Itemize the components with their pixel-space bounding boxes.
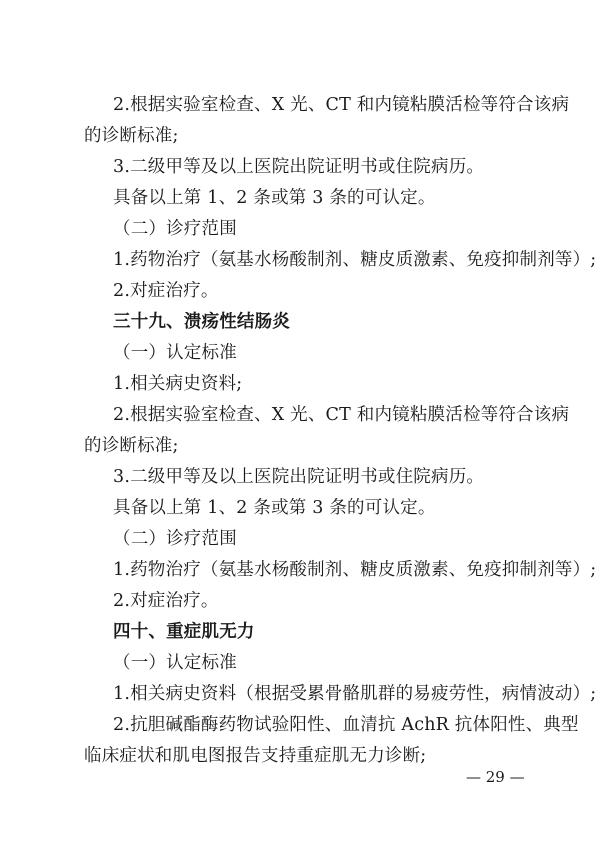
treatment-item-2: 2.对症治疗。 <box>113 281 219 301</box>
criteria-item-1: 1.相关病史资料（根据受累骨骼肌群的易疲劳性，病情波动）; <box>113 684 597 704</box>
section-heading-criteria: （一）认定标准 <box>113 653 237 673</box>
criteria-item-2: 2.抗胆碱酯酶药物试验阳性、血清抗 AchR 抗体阳性、典型 <box>113 715 579 735</box>
criteria-item-2: 2.根据实验室检查、X 光、CT 和内镜粘膜活检等符合该病 <box>113 405 570 425</box>
criteria-item-2-continued: 的诊断标准; <box>84 126 179 146</box>
criteria-item-2-continued: 的诊断标准; <box>84 436 179 456</box>
treatment-item-1: 1.药物治疗（氨基水杨酸制剂、糖皮质激素、免疫抑制剂等）; <box>113 250 597 270</box>
section-heading-treatment-scope: （二）诊疗范围 <box>113 219 237 239</box>
criteria-item-2: 2.根据实验室检查、X 光、CT 和内镜粘膜活检等符合该病 <box>113 95 570 115</box>
criteria-item-1: 1.相关病史资料; <box>113 374 243 394</box>
criteria-item-3: 3.二级甲等及以上医院出院证明书或住院病历。 <box>113 157 485 177</box>
treatment-item-1: 1.药物治疗（氨基水杨酸制剂、糖皮质激素、免疫抑制剂等）; <box>113 560 597 580</box>
criteria-summary: 具备以上第 1、2 条或第 3 条的可认定。 <box>113 498 436 518</box>
section-heading-treatment-scope: （二）诊疗范围 <box>113 529 237 549</box>
disease-heading-myasthenia-gravis: 四十、重症肌无力 <box>113 622 255 642</box>
criteria-summary: 具备以上第 1、2 条或第 3 条的可认定。 <box>113 188 436 208</box>
disease-heading-ulcerative-colitis: 三十九、溃疡性结肠炎 <box>113 312 290 332</box>
treatment-item-2: 2.对症治疗。 <box>113 591 219 611</box>
page-number: — 29 — <box>466 768 525 786</box>
section-heading-criteria: （一）认定标准 <box>113 343 237 363</box>
criteria-item-2-continued: 临床症状和肌电图报告支持重症肌无力诊断; <box>84 746 427 766</box>
criteria-item-3: 3.二级甲等及以上医院出院证明书或住院病历。 <box>113 467 485 487</box>
